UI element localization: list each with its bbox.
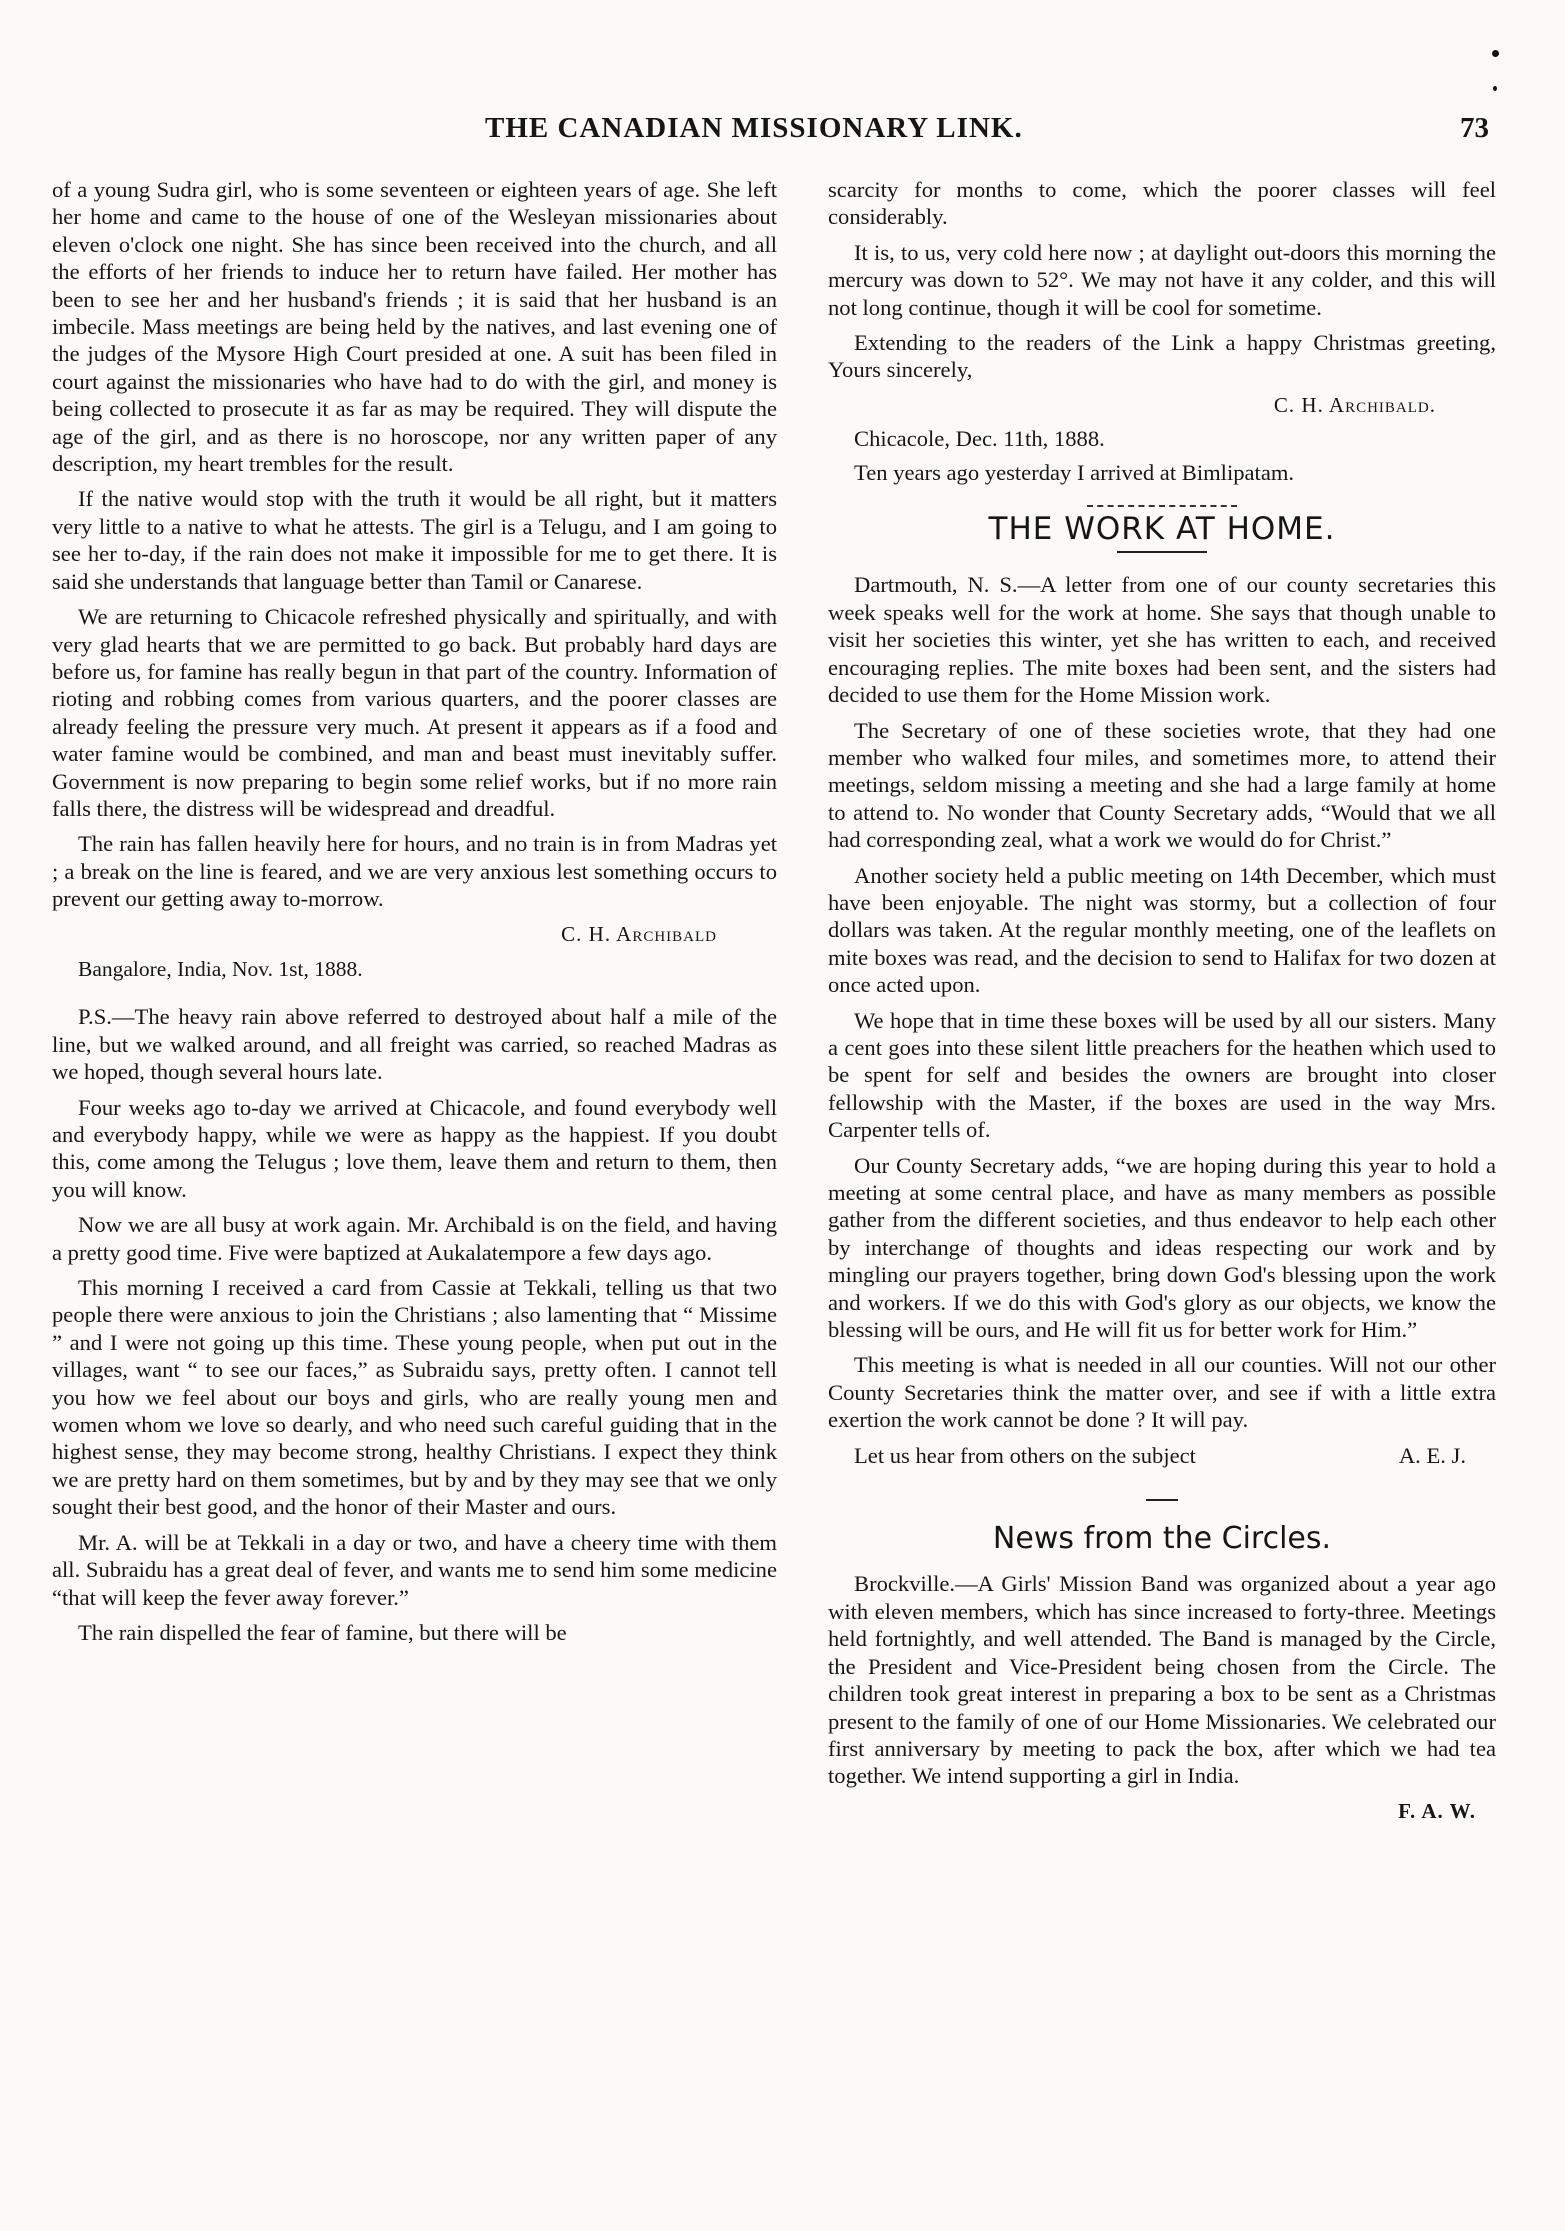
letter-dateline: Bangalore, India, Nov. 1st, 1888.	[78, 956, 363, 981]
ink-speck	[1492, 50, 1499, 57]
letter-dateline: Chicacole, Dec. 11th, 1888.	[854, 426, 1105, 452]
postscript-paragraph: Four weeks ago to-day we arrived at Chicacole, and found everybody well and everybody happy, while we were as happy as the happiest. If you doubt this, come among the Telugus ; love them, leave them and return to them, then you will know.	[52, 1094, 777, 1202]
right-column	[828, 176, 1496, 1831]
postscript-paragraph: The rain dispelled the fear of famine, but there will be	[78, 1619, 567, 1645]
title-rule	[1117, 551, 1207, 553]
article-paragraph: We hope that in time these boxes will be used by all our sisters. Many a cent goes into these silent little preachers for the heathen which used to be spent for self and besides the owners are brought into closer fellowship with the Master, if the boxes are used in the way Mrs. Carpenter tells of.	[828, 1007, 1496, 1143]
closing-text: Let us hear from others on the subject	[854, 1442, 1196, 1468]
article-paragraph: scarcity for months to come, which the poorer classes will feel considerably.	[828, 177, 1496, 230]
article-paragraph: Our County Secretary adds, “we are hoping during this year to hold a meeting at some central place, and have as many members as possible gather from the different societies, and thus endeavor to help each other by interchange of thoughts and ideas respecting our work and by mingling our prayers together, bring down God's blessing upon the work and workers. If we do this with God's glory as our objects, we know the blessing will be ours, and He will fit us for better work for Him.”	[828, 1152, 1496, 1343]
page-header-title: THE CANADIAN MISSIONARY LINK.	[485, 112, 1023, 144]
postscript-paragraph: This morning I received a card from Cassie at Tekkali, telling us that two people there were anxious to join the Christians ; also lamenting that “ Missime ” and I were not going up this time. These young people, when put out in the villages, want “ to see our faces,” as Subraidu says, pretty often. I cannot tell you how we feel about our boys and girls, who are really young men and women whom we love so dearly, and who need such careful guiding that in the highest sense, they may become strong, healthy Christians. I expect they think we are pretty hard on them sometimes, but by and by they may see that we only sought their best good, and the honor of their Master and ours.	[52, 1275, 777, 1520]
article-paragraph: The rain has fallen heavily here for hours, and no train is in from Madras yet ; a break on the line is feared, and we are very anxious lest something occurs to prevent our getting away to-morrow.	[52, 831, 777, 912]
article-paragraph: We are returning to Chicacole refreshed physically and spiritually, and with very glad hearts that we are permitted to go back. But probably hard days are before us, for famine has really begun in that part of the country. Information of rioting and robbing comes from various quarters, and the poorer classes are already feeling the pressure very much. At present it appears as if a food and water famine would be combined, and man and beast must inevitably suffer. Government is now preparing to begin some relief works, but if no more rain falls there, the distress will be widespread and dreadful.	[52, 604, 777, 821]
article-paragraph: If the native would stop with the truth it would be all right, but it matters very little to a native to what he attests. The girl is a Telugu, and I am going to see her to-day, if the rain does not make it impossible for me to get there. It is said she understands that language better than Tamil or Canarese.	[52, 486, 777, 594]
section-title-circles: News from the Circles.	[992, 1521, 1332, 1557]
article-paragraph: It is, to us, very cold here now ; at daylight out-doors this morning the mercury was down to 52°. We may not have it any colder, and this will not long continue, though it will be cool for sometime.	[828, 239, 1496, 320]
postscript-paragraph: Mr. A. will be at Tekkali in a day or two, and have a cheery time with them all. Subraidu has a great deal of fever, and wants me to send him some medicine “that will keep the fever away forever.”	[52, 1529, 778, 1610]
article-paragraph: Dartmouth, N. S.—A letter from one of our county secretaries this week speaks well for the work at home. She says that though unable to visit her societies this winter, yet she has written to each, and received encouraging replies. The mite boxes had been sent, and the sisters had decided to use them for the Home Mission work.	[828, 572, 1496, 708]
left-column	[52, 176, 777, 1654]
article-paragraph: Another society held a public meeting on 14th December, which must have been enjoyable. The night was stormy, but a collection of four dollars was taken. At the regular monthly meeting, one of the leaflets on mite boxes was read, and the decision to send to Halifax for two dozen at once acted upon.	[828, 862, 1496, 998]
section-title-work-at-home: THE WORK AT HOME.	[988, 511, 1336, 548]
letter-signature: C. H. Archibald.	[1273, 392, 1436, 417]
postscript-paragraph: Now we are all busy at work again. Mr. Archibald is on the field, and having a pretty good time. Five were baptized at Aukalatempore a few days ago.	[52, 1212, 777, 1265]
article-initials: F. A. W.	[1398, 1798, 1476, 1823]
article-paragraph: This meeting is what is needed in all our counties. Will not our other County Secretaries think the matter over, and see if with a little extra exertion the work cannot be done ? It will pay.	[828, 1352, 1496, 1433]
letter-signature: C. H. Archibald	[561, 921, 717, 946]
article-paragraph: of a young Sudra girl, who is some seventeen or eighteen years of age. She left her home and came to the house of one of the Wesleyan missionaries about eleven o'clock one night. She has since been received into the church, and all the efforts of her friends to induce her to return have failed. Her mother has been to see her and her husband's friends ; it is said that her husband is an imbecile. Mass meetings are being held by the natives, and last evening one of the judges of the Mysore High Court presided at one. A suit has been filed in court against the missionaries who have had to do with the girl, and money is being collected to prosecute it as far as may be required. They will dispute the age of the girl, and as there is no horoscope, nor any written paper of any description, my heart trembles for the result.	[52, 177, 777, 477]
ink-speck	[1493, 86, 1497, 91]
page-number: 73	[1460, 112, 1489, 144]
letter-note: Ten years ago yesterday I arrived at Bimlipatam.	[854, 459, 1295, 485]
section-divider-ornament	[828, 490, 1496, 504]
postscript-paragraph: P.S.—The heavy rain above referred to destroyed about half a mile of the line, but we walked around, and all freight was carried, so reached Madras as we hoped, though several hours late.	[52, 1004, 777, 1085]
article-closing-line	[828, 1442, 1496, 1469]
section-rule	[1146, 1499, 1178, 1501]
article-initials: A. E. J.	[1398, 1442, 1466, 1468]
article-paragraph: The Secretary of one of these societies wrote, that they had one member who walked four miles, and sometimes more, to attend their meetings, seldom missing a meeting and she had a large family at home to attend to. No wonder that County Secretary adds, “Would that we all had corresponding zeal, what a work we would do for Christ.”	[828, 717, 1496, 853]
article-paragraph: Extending to the readers of the Link a happy Christmas greeting, Yours sincerely,	[828, 330, 1496, 383]
article-paragraph: Brockville.—A Girls' Mission Band was organized about a year ago with eleven members, which has since increased to forty-three. Meetings held fortnightly, and well attended. The Band is managed by the Circle, the President and Vice-President being chosen from the Circle. The children took great interest in preparing a box to be sent as a Christmas present to the family of one of our Home Missionaries. We celebrated our first anniversary by meeting to pack the box, after which we had tea together. We intend supporting a girl in India.	[828, 1571, 1496, 1789]
